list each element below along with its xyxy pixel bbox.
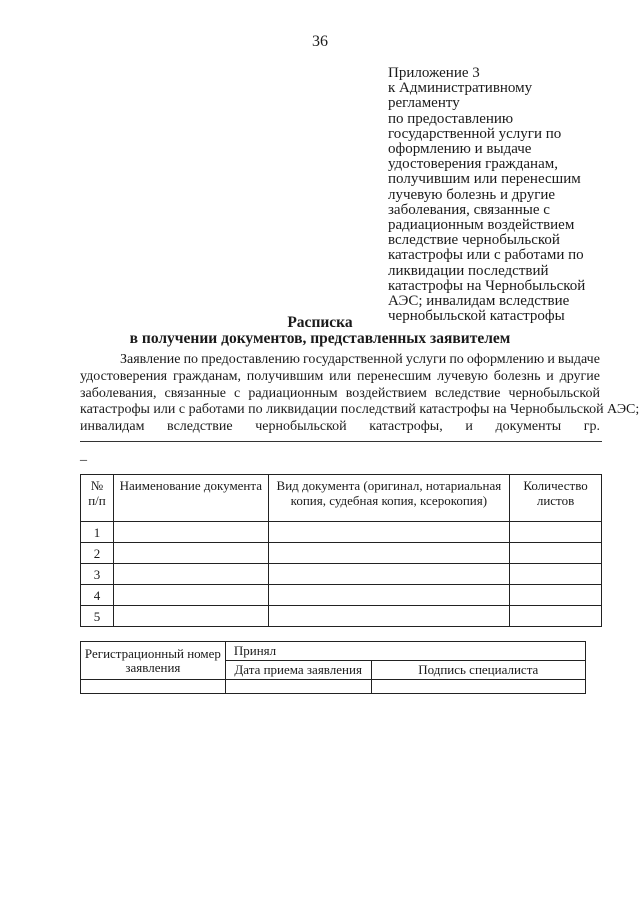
registration-table [80, 641, 586, 694]
appendix-line: к Административному [388, 80, 533, 97]
registration-entry-row [81, 680, 586, 694]
documents-table [80, 474, 602, 627]
document-title: Расписка [287, 314, 353, 331]
intro-word: катастрофы, [369, 419, 443, 435]
accepted-header: Принял [225, 642, 585, 661]
intro-word: по [183, 352, 199, 367]
appendix-block [388, 66, 603, 324]
intro-word: выдаче [557, 352, 600, 367]
document-type-cell [268, 585, 509, 606]
sheet-count-cell [510, 522, 602, 543]
appendix-line: оформлению и выдаче [388, 141, 532, 158]
sheet-count-cell [510, 543, 602, 564]
table-row [81, 585, 602, 606]
intro-word: государственной [302, 352, 403, 367]
table-row [81, 606, 602, 627]
intro-word: и [547, 352, 555, 367]
intro-paragraph [80, 352, 640, 436]
row-number: 1 [81, 522, 114, 543]
intro-line-3 [80, 386, 600, 403]
intro-word: инвалидам [80, 419, 145, 435]
appendix-line: катастрофы или с работами по [388, 247, 584, 264]
intro-word: или [329, 368, 352, 384]
acceptance-date-cell [225, 680, 371, 694]
intro-line-1 [80, 352, 600, 369]
intro-word: чернобыльской [255, 419, 347, 435]
intro-word: лучевую [437, 368, 488, 384]
appendix-line: Приложение 3 [388, 65, 480, 81]
specialist-signature-header: Подпись специалиста [371, 661, 585, 680]
intro-line-5 [80, 419, 600, 436]
intro-word: Заявление [120, 352, 181, 367]
specialist-signature-cell [371, 680, 585, 694]
registration-number-cell [81, 680, 226, 694]
appendix-line: удостоверения гражданам, [388, 156, 558, 173]
intro-word: гр. [583, 419, 600, 435]
intro-word: вследствие [167, 419, 233, 435]
document-subtitle: в получении документов, представленных заявителем [129, 330, 511, 347]
intro-word: предоставлению [201, 352, 300, 367]
document-type-cell [268, 522, 509, 543]
sheet-count-cell [510, 564, 602, 585]
row-number: 3 [81, 564, 114, 585]
table-row [81, 543, 602, 564]
document-name-cell [113, 564, 268, 585]
appendix-line: государственной услуги по [388, 125, 562, 142]
document-name-cell [113, 585, 268, 606]
document-type-cell [268, 564, 509, 585]
header-document-type: Вид документа (оригинал, нотариальная копия, судебная копия, ксерокопия) [268, 475, 509, 522]
appendix-line: ликвидации последствий [388, 262, 549, 279]
intro-word: связанные [164, 385, 226, 401]
intro-line-2 [80, 369, 600, 386]
appendix-line: по предоставлению [388, 110, 514, 127]
intro-word: по [449, 352, 464, 367]
intro-word: и [546, 368, 554, 384]
registration-number-header: Регистрационный номер заявления [81, 642, 226, 680]
intro-word: с [234, 385, 241, 401]
appendix-line: радиационным воздействием [388, 217, 575, 234]
header-sheet-count: Количество листов [510, 475, 602, 522]
intro-word: и [465, 419, 473, 435]
appendix-line: получившим или перенесшим [388, 171, 581, 188]
appendix-line: регламенту [388, 95, 460, 112]
row-number: 4 [81, 585, 114, 606]
intro-word: другие [559, 368, 600, 384]
registration-header-row [81, 642, 586, 661]
intro-word: воздействием [345, 385, 427, 401]
appendix-line: заболевания, связанные с [388, 201, 550, 218]
header-document-name: Наименование документа [113, 475, 268, 522]
applicant-name-line [80, 441, 602, 442]
intro-line-4: катастрофы или с работами по ликвидации последствий катастрофы на Чернобыльской АЭС; [80, 402, 640, 418]
document-name-cell [113, 522, 268, 543]
intro-word: гражданам, [172, 368, 241, 384]
intro-word: вследствие [434, 385, 501, 401]
appendix-line: вследствие чернобыльской [388, 232, 560, 249]
documents-table-header [81, 475, 602, 522]
appendix-line: АЭС; инвалидам вследствие [388, 293, 570, 310]
document-name-cell [113, 606, 268, 627]
header-num: № п/п [81, 475, 114, 522]
row-number: 2 [81, 543, 114, 564]
intro-word: перенесшим [356, 368, 432, 384]
sheet-count-cell [510, 585, 602, 606]
table-row [81, 522, 602, 543]
appendix-line: чернобыльской катастрофы [388, 308, 565, 325]
intro-word: болезнь [493, 368, 541, 384]
document-name-cell [113, 543, 268, 564]
acceptance-date-header: Дата приема заявления [225, 661, 371, 680]
intro-word: услуги [405, 352, 447, 367]
intro-word: заболевания, [80, 385, 157, 401]
intro-word: чернобыльской [508, 385, 600, 401]
document-type-cell [268, 543, 509, 564]
row-number: 5 [81, 606, 114, 627]
table-row [81, 564, 602, 585]
appendix-line: лучевую болезнь и другие [388, 186, 556, 203]
intro-word: получившим [246, 368, 324, 384]
page-number: 36 [312, 33, 328, 50]
intro-word: оформлению [466, 352, 545, 367]
intro-word: удостоверения [80, 368, 168, 384]
appendix-line: катастрофы на Чернобыльской [388, 277, 586, 294]
document-type-cell [268, 606, 509, 627]
sheet-count-cell [510, 606, 602, 627]
applicant-name-continuation: _ [80, 448, 87, 463]
intro-word: радиационным [248, 385, 338, 401]
intro-word: документы [495, 419, 562, 435]
